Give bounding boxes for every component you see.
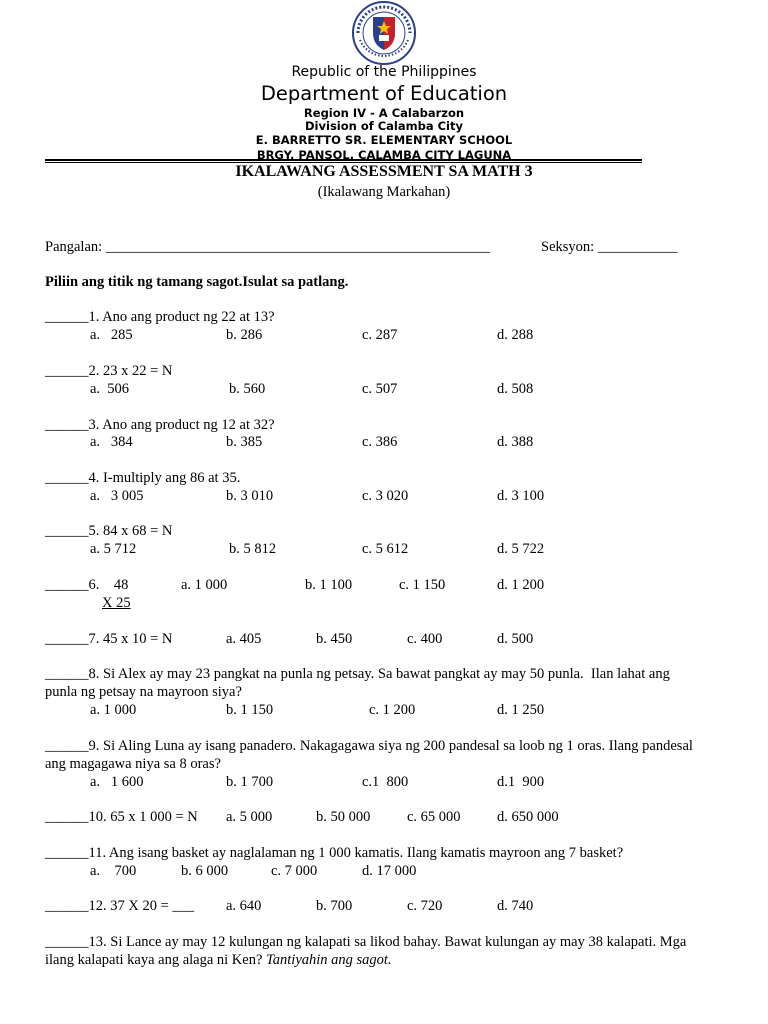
question-9-line2: ang magagawa niya sa 8 oras? [45,756,221,772]
choice-3b: b. 385 [226,434,263,450]
republic-label: Republic of the Philippines [291,64,477,80]
question-8: ______8. Si Alex ay may 23 pangkat na punla ng petsay. Sa bawat pangkat ay may 50 punla. Ilan lahat ang [45,666,670,682]
choice-10d: d. 650 000 [497,809,559,825]
question-12: ______12. 37 X 20 = ___ [45,898,195,914]
choice-7a: a. 405 [226,631,262,647]
question-6: ______6. 48 [45,577,129,593]
choice-2c: c. 507 [362,381,398,397]
choice-11b: b. 6 000 [181,863,229,879]
region-label: Region IV - A Calabarzon [303,106,465,120]
choice-1d: d. 288 [497,327,534,343]
choice-6a: a. 1 000 [181,577,228,593]
exam-subtitle: (Ikalawang Markahan) [317,184,451,200]
choice-11d: d. 17 000 [362,863,417,879]
choice-8a: a. 1 000 [90,702,137,718]
choice-5c: c. 5 612 [362,541,409,557]
choice-9d: d.1 900 [497,774,545,790]
exam-title: IKALAWANG ASSESSMENT SA MATH 3 [235,163,533,180]
choice-12c: c. 720 [407,898,443,914]
question-1: ______1. Ano ang product ng 22 at 13? [45,309,275,325]
choice-4b: b. 3 010 [226,488,274,504]
choice-10c: c. 65 000 [407,809,461,825]
choice-5d: d. 5 722 [497,541,545,557]
choice-12b: b. 700 [316,898,353,914]
choice-3d: d. 388 [497,434,534,450]
question-11: ______11. Ang isang basket ay naglalaman ng 1 000 kamatis. Ilang kamatis mayroon ang 7 basket? [45,845,624,861]
choice-6b: b. 1 100 [305,577,353,593]
choice-9c: c.1 800 [362,774,409,790]
question-3: ______3. Ano ang product ng 12 at 32? [45,417,275,433]
choice-6c: c. 1 150 [399,577,446,593]
choice-10a: a. 5 000 [226,809,273,825]
question-13-hint: Tantiyahin ang sagot. [266,952,392,968]
question-4: ______4. I-multiply ang 86 at 35. [45,470,241,486]
choice-10b: b. 50 000 [316,809,371,825]
choice-2b: b. 560 [229,381,266,397]
choice-8b: b. 1 150 [226,702,274,718]
choice-7b: b. 450 [316,631,353,647]
choice-1b: b. 286 [226,327,263,343]
choice-8d: d. 1 250 [497,702,545,718]
school-address: BRGY. PANSOL, CALAMBA CITY LAGUNA [256,148,512,162]
question-6-multiplier: X 25 [102,595,131,611]
choice-4a: a. 3 005 [90,488,144,504]
choice-4c: c. 3 020 [362,488,409,504]
question-7: ______7. 45 x 10 = N [45,631,173,647]
choice-1a: a. 285 [90,327,133,343]
choice-9a: a. 1 600 [90,774,144,790]
question-13-line2 [45,951,392,969]
question-8-line2: punla ng petsay na mayroon siya? [45,684,242,700]
choice-8c: c. 1 200 [369,702,416,718]
choice-2a: a. 506 [90,381,130,397]
question-10: ______10. 65 x 1 000 = N [45,809,198,825]
school-name: E. BARRETTO SR. ELEMENTARY SCHOOL [255,133,513,147]
choice-6d: d. 1 200 [497,577,545,593]
name-field[interactable]: Pangalan: _____________________________________________________ [45,239,491,255]
choice-4d: d. 3 100 [497,488,545,504]
choice-7c: c. 400 [407,631,443,647]
question-13-line2-text: ilang kalapati kaya ang alaga ni Ken? [45,952,267,968]
choice-3a: a. 384 [90,434,133,450]
choice-11c: c. 7 000 [271,863,318,879]
choice-5a: a. 5 712 [90,541,137,557]
choice-7d: d. 500 [497,631,534,647]
choice-1c: c. 287 [362,327,398,343]
choice-3c: c. 386 [362,434,398,450]
choice-2d: d. 508 [497,381,534,397]
deped-seal-icon [346,0,422,66]
section-field[interactable]: Seksyon: ___________ [541,239,678,255]
instructions: Piliin ang titik ng tamang sagot.Isulat sa patlang. [45,274,349,290]
question-5: ______5. 84 x 68 = N [45,523,173,539]
department-label: Department of Education [260,82,508,105]
choice-11a: a. 700 [90,863,137,879]
question-9: ______9. Si Aling Luna ay isang panadero. Nakagagawa siya ng 200 pandesal sa loob ng 1 oras. Ilang pandesal [45,738,693,754]
question-13: ______13. Si Lance ay may 12 kulungan ng kalapati sa likod bahay. Bawat kulungan ay may 38 kalapati. Mga [45,934,687,950]
choice-5b: b. 5 812 [229,541,277,557]
choice-12d: d. 740 [497,898,534,914]
choice-12a: a. 640 [226,898,262,914]
header-divider-thick [45,159,642,161]
question-2: ______2. 23 x 22 = N [45,363,173,379]
choice-9b: b. 1 700 [226,774,274,790]
division-label: Division of Calamba City [305,119,463,133]
